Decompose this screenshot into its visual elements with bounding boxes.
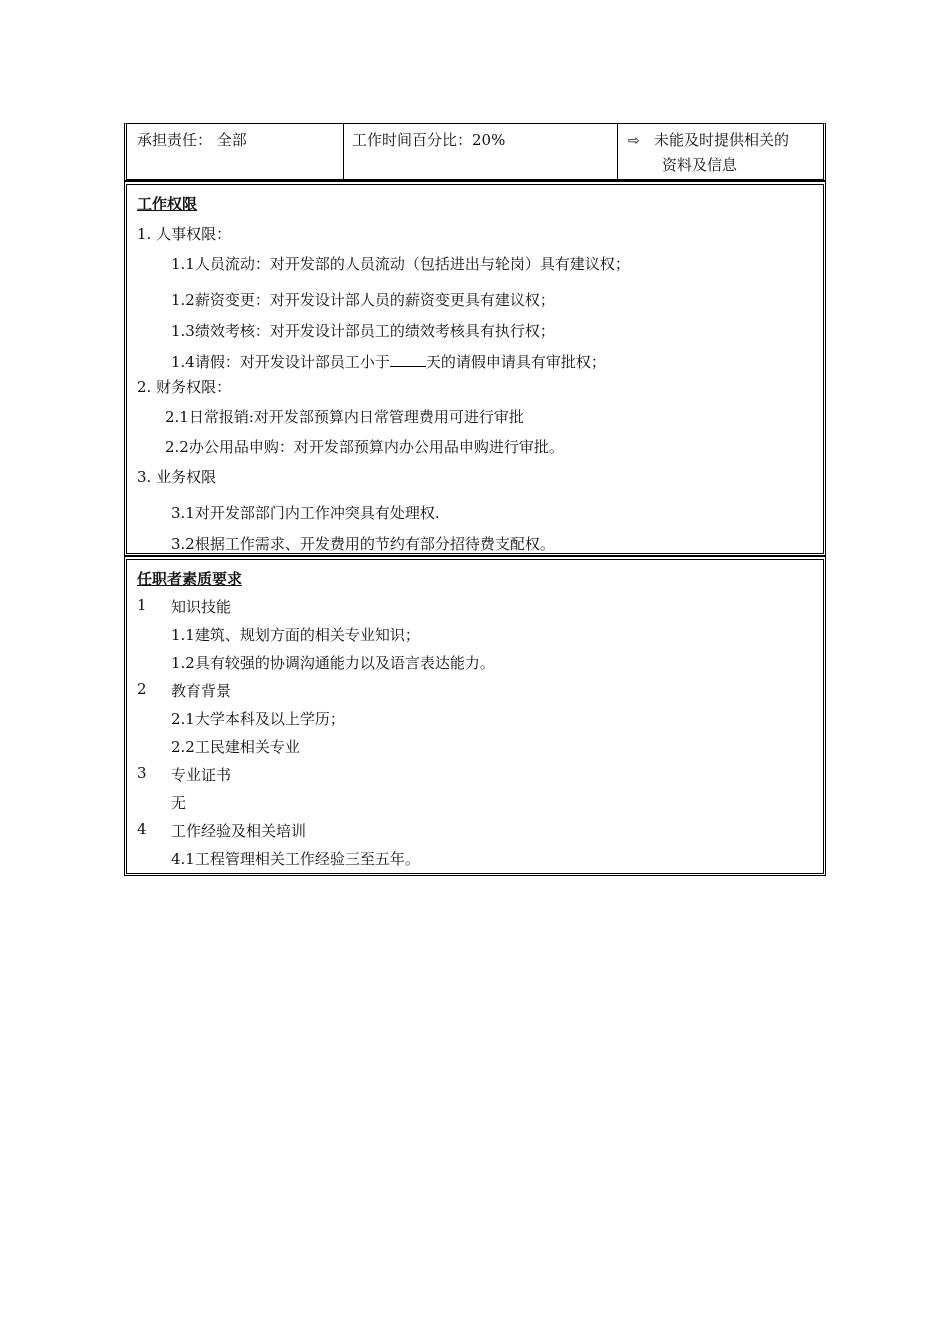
qualification-number: 2 [137,680,147,698]
qualification-heading: 任职者素质要求 [137,570,243,588]
qualification-category: 专业证书 [171,766,232,784]
qualification-item: 1.1建筑、规划方面的相关专业知识； [171,626,420,644]
responsibility-text: 承担责任： 全部 [137,131,247,149]
leave-text-before: 1.4请假：对开发设计部员工小于 [171,353,390,371]
risk-cell [618,124,823,179]
responsibility-row [124,123,826,181]
qualification-number: 1 [137,596,147,614]
authority-item: 2.1日常报销:对开发部预算内日常管理费用可进行审批 [165,408,524,426]
authority-business: 3. 业务权限 [137,468,217,486]
qualification-category: 知识技能 [171,598,232,616]
qualification-item: 1.2具有较强的协调沟通能力以及语言表达能力。 [171,654,495,672]
authority-finance: 2. 财务权限： [137,378,232,396]
authority-item: 1.1人员流动：对开发部的人员流动（包括进出与轮岗）具有建议权； [171,255,630,273]
qualification-category: 工作经验及相关培训 [171,822,307,840]
qualification-item: 2.1大学本科及以上学历； [171,710,345,728]
qualification-number: 3 [137,764,147,782]
authority-personnel: 1. 人事权限： [137,225,232,243]
authority-item: 2.2办公用品申购：对开发部预算内办公用品申购进行审批。 [165,438,564,456]
arrow-right-icon: ⇨ [628,133,640,149]
authority-heading: 工作权限 [137,195,198,213]
qualification-category: 教育背景 [171,682,232,700]
time-percent-text: 工作时间百分比：20% [352,131,506,149]
authority-item: 1.3绩效考核：对开发设计部员工的绩效考核具有执行权； [171,322,555,340]
authority-item: 3.1对开发部部门内工作冲突具有处理权. [171,504,440,522]
risk-text-line1: 未能及时提供相关的 [654,131,790,149]
job-description-document [124,123,826,876]
authority-section [124,181,826,556]
risk-text-line2: 资料及信息 [662,156,738,174]
authority-item: 1.2薪资变更：对开发设计部人员的薪资变更具有建议权； [171,291,555,309]
leave-text-after: 天的请假申请具有审批权； [425,353,606,371]
blank-days-field [390,352,426,367]
authority-item: 3.2根据工作需求、开发费用的节约有部分招待费支配权。 [171,535,555,553]
authority-item-leave [171,351,606,372]
qualification-item: 2.2工民建相关专业 [171,738,300,756]
qualification-item: 无 [171,794,187,812]
responsibility-cell [127,124,344,179]
qualification-item: 4.1工程管理相关工作经验三至五年。 [171,850,420,868]
time-percent-cell [344,124,618,179]
qualification-number: 4 [137,820,147,838]
qualification-section [124,556,826,876]
